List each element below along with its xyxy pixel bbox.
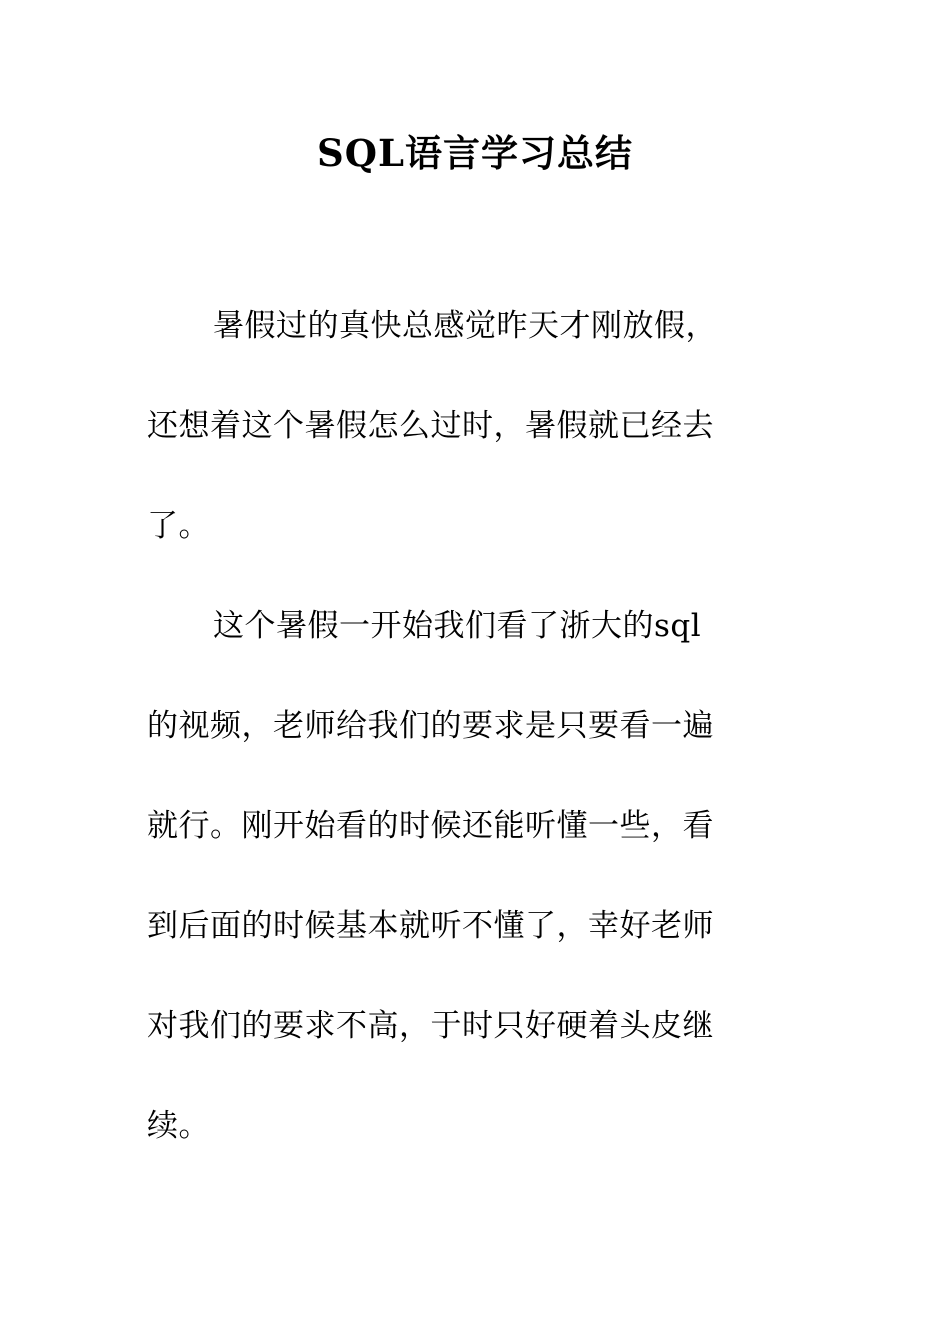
paragraph-line: 的视频，老师给我们的要求是只要看一遍 bbox=[147, 708, 714, 744]
paragraph-line: 还想着这个暑假怎么过时，暑假就已经去 bbox=[147, 408, 714, 444]
paragraph-line: 这个暑假一开始我们看了浙大的sql bbox=[213, 608, 702, 644]
paragraph-line: 对我们的要求不高，于时只好硬着头皮继 bbox=[147, 1008, 714, 1044]
paragraph-1 bbox=[147, 298, 777, 598]
paragraph-line: 到后面的时候基本就听不懂了，幸好老师 bbox=[147, 908, 714, 944]
paragraph-line: 续。 bbox=[147, 1108, 210, 1144]
document-body bbox=[147, 298, 777, 1198]
paragraph-line: 暑假过的真快总感觉昨天才刚放假， bbox=[213, 308, 717, 344]
paragraph-line: 了。 bbox=[147, 508, 210, 544]
paragraph-2 bbox=[147, 598, 777, 1198]
document-title: SQL语言学习总结 bbox=[317, 131, 633, 175]
paragraph-line: 就行。刚开始看的时候还能听懂一些，看 bbox=[147, 808, 714, 844]
